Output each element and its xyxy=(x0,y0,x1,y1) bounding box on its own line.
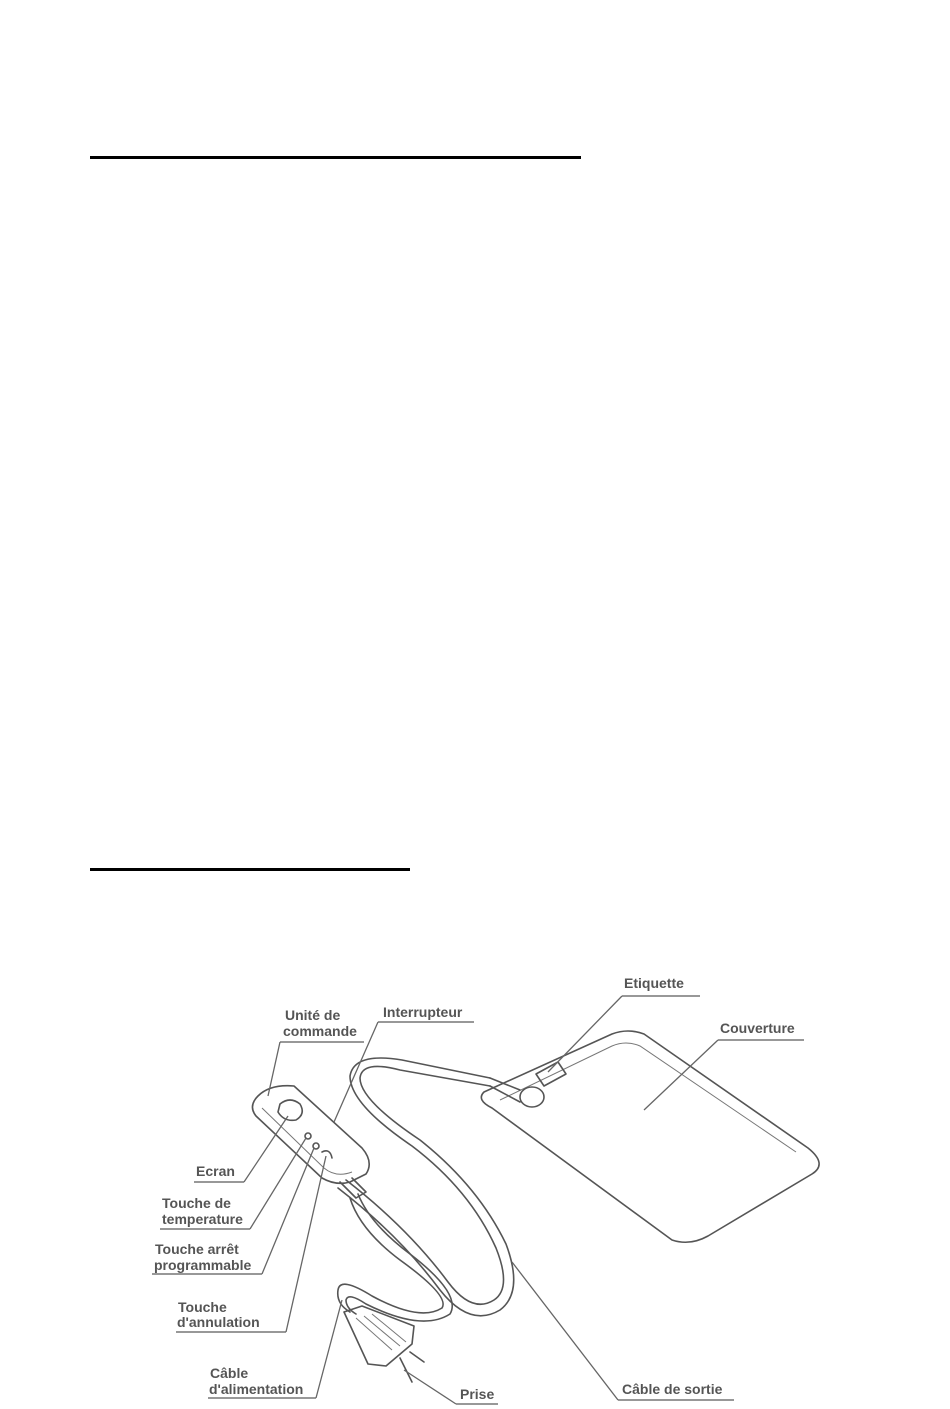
label-cable-de-sortie: Câble de sortie xyxy=(622,1381,723,1397)
label-interrupteur: Interrupteur xyxy=(383,1004,463,1020)
label-touche-temperature-line2: temperature xyxy=(162,1211,243,1227)
blanket-drawing xyxy=(481,1031,819,1242)
label-touche-temperature-line1: Touche de xyxy=(162,1195,231,1211)
label-touche-arret-line1: Touche arrêt xyxy=(155,1241,239,1257)
label-couverture: Couverture xyxy=(720,1020,795,1036)
label-cable-alimentation-line2: d'alimentation xyxy=(209,1381,304,1397)
label-cable-alimentation-line1: Câble xyxy=(210,1365,249,1381)
output-cable-drawing xyxy=(338,1058,544,1316)
control-unit-drawing xyxy=(252,1086,369,1198)
label-etiquette: Etiquette xyxy=(624,975,684,991)
power-cable-drawing xyxy=(338,1194,453,1321)
plug-drawing xyxy=(344,1306,424,1382)
label-unite-de-commande-line2: commande xyxy=(283,1023,357,1039)
label-ecran: Ecran xyxy=(196,1163,235,1179)
label-touche-annulation-line2: d'annulation xyxy=(177,1314,260,1330)
label-unite-de-commande-line1: Unité de xyxy=(285,1007,341,1023)
leader-lines xyxy=(152,996,804,1404)
diagram-labels xyxy=(154,975,795,1402)
label-prise: Prise xyxy=(460,1386,495,1402)
label-touche-annulation-line1: Touche xyxy=(178,1299,227,1315)
label-touche-arret-line2: programmable xyxy=(154,1257,252,1273)
